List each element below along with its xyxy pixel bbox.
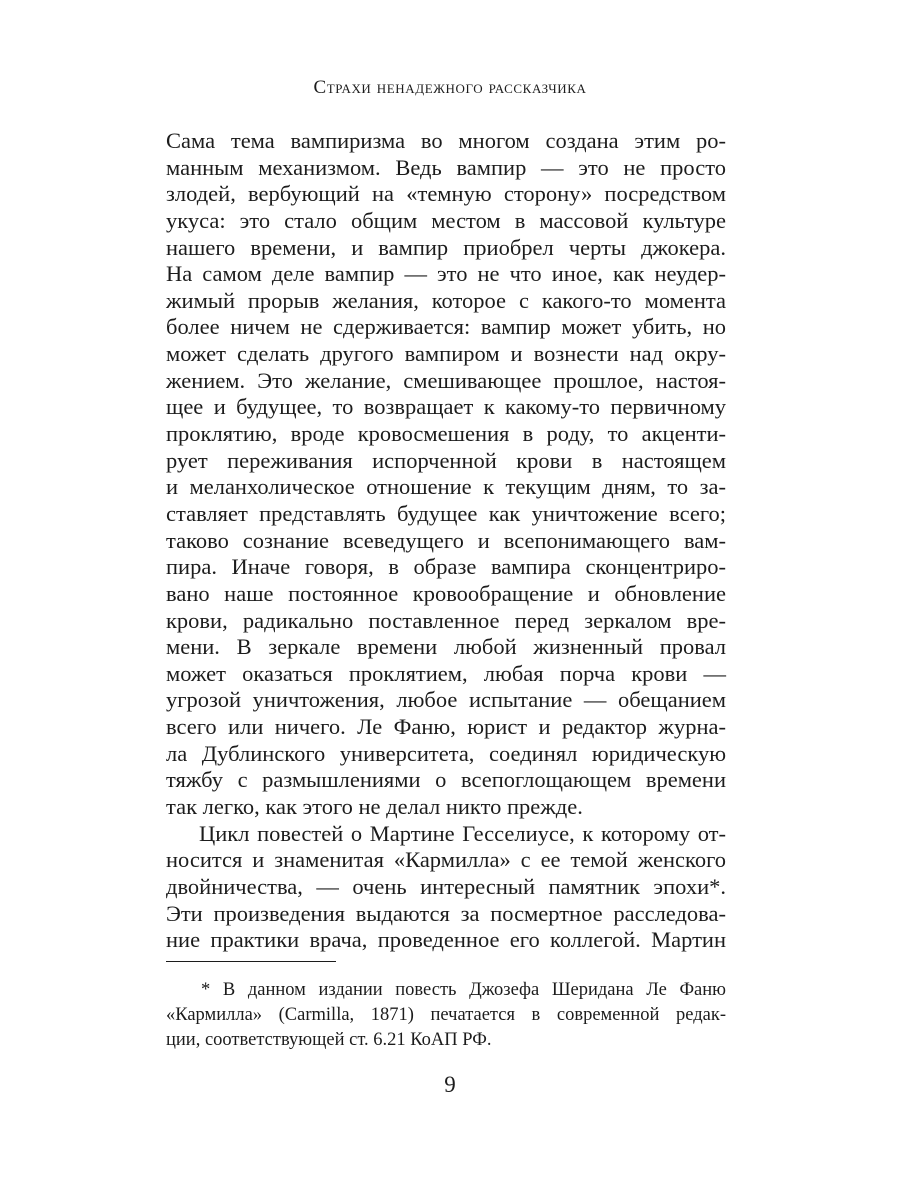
body-line: и меланхолическое отношение к текущим дням, то за-	[166, 474, 726, 500]
footnote	[166, 978, 726, 1053]
paragraph-start-line: Цикл повестей о Мартине Гесселиусе, к которому от-	[199, 820, 726, 846]
body-line: пира. Иначе говоря, в образе вампира сконцентриро-	[166, 554, 726, 580]
body-line: может сделать другого вампиром и вознести над окру-	[166, 341, 726, 367]
body-line: носится и знаменитая «Кармилла» с ее темой женского	[166, 847, 726, 873]
footnote-line: ции, соответствующей ст. 6.21 КоАП РФ.	[166, 1030, 492, 1050]
body-line: угрозой уничтожения, любое испытание — обещанием	[166, 687, 726, 713]
body-line: может оказаться проклятием, любая порча крови —	[166, 660, 726, 686]
running-head: Страхи ненадежного рассказчика	[313, 77, 587, 98]
body-line: жимый прорыв желания, которое с какого-то момента	[166, 287, 726, 313]
body-line: всего или ничего. Ле Фаню, юрист и редактор журна-	[166, 714, 726, 740]
footnote-line: * В данном издании повесть Джозефа Шеридана Ле Фаню	[201, 980, 726, 1000]
body-line: Эти произведения выдаются за посмертное расследова-	[166, 900, 726, 926]
footnote-line: «Кармилла» (Carmilla, 1871) печатается в современной редак-	[166, 1005, 726, 1025]
body-line: манным механизмом. Ведь вампир — это не просто	[166, 154, 726, 180]
body-line: На самом деле вампир — это не что иное, как неудер-	[166, 261, 726, 287]
body-line: мени. В зеркале времени любой жизненный провал	[166, 634, 726, 660]
body-line: рует переживания испорченной крови в настоящем	[166, 447, 726, 473]
body-line: нашего времени, и вампир приобрел черты джокера.	[166, 234, 726, 260]
body-line: так легко, как этого не делал никто прежде.	[166, 794, 583, 820]
body-line: щее и будущее, то возвращает к какому-то первичному	[166, 394, 726, 420]
body-line: более ничем не сдерживается: вампир может убить, но	[166, 314, 726, 340]
body-line: таково сознание всеведущего и всепонимающего вам-	[166, 527, 726, 553]
body-text	[166, 128, 726, 954]
body-line: крови, радикально поставленное перед зеркалом вре-	[166, 607, 726, 633]
body-line: злодей, вербующий на «темную сторону» посредством	[166, 181, 726, 207]
body-line: жением. Это желание, смешивающее прошлое, настоя-	[166, 367, 726, 393]
body-line: ла Дублинского университета, соединял юридическую	[166, 740, 726, 766]
body-line: укуса: это стало общим местом в массовой культуре	[166, 207, 726, 233]
body-line: двойничества, — очень интересный памятник эпохи*.	[166, 873, 726, 899]
body-line: проклятию, вроде кровосмешения в роду, то акценти-	[166, 421, 726, 447]
body-line: ние практики врача, проведенное его коллегой. Мартин	[166, 927, 726, 953]
body-line: Сама тема вампиризма во многом создана этим ро-	[166, 128, 726, 153]
body-line: вано наше постоянное кровообращение и обновление	[166, 580, 726, 606]
body-line: тяжбу с размышлениями о всепоглощающем времени	[166, 767, 726, 793]
page-number: 9	[444, 1072, 456, 1097]
footnote-divider	[166, 961, 336, 962]
body-line: ставляет представлять будущее как уничтожение всего;	[166, 500, 726, 526]
